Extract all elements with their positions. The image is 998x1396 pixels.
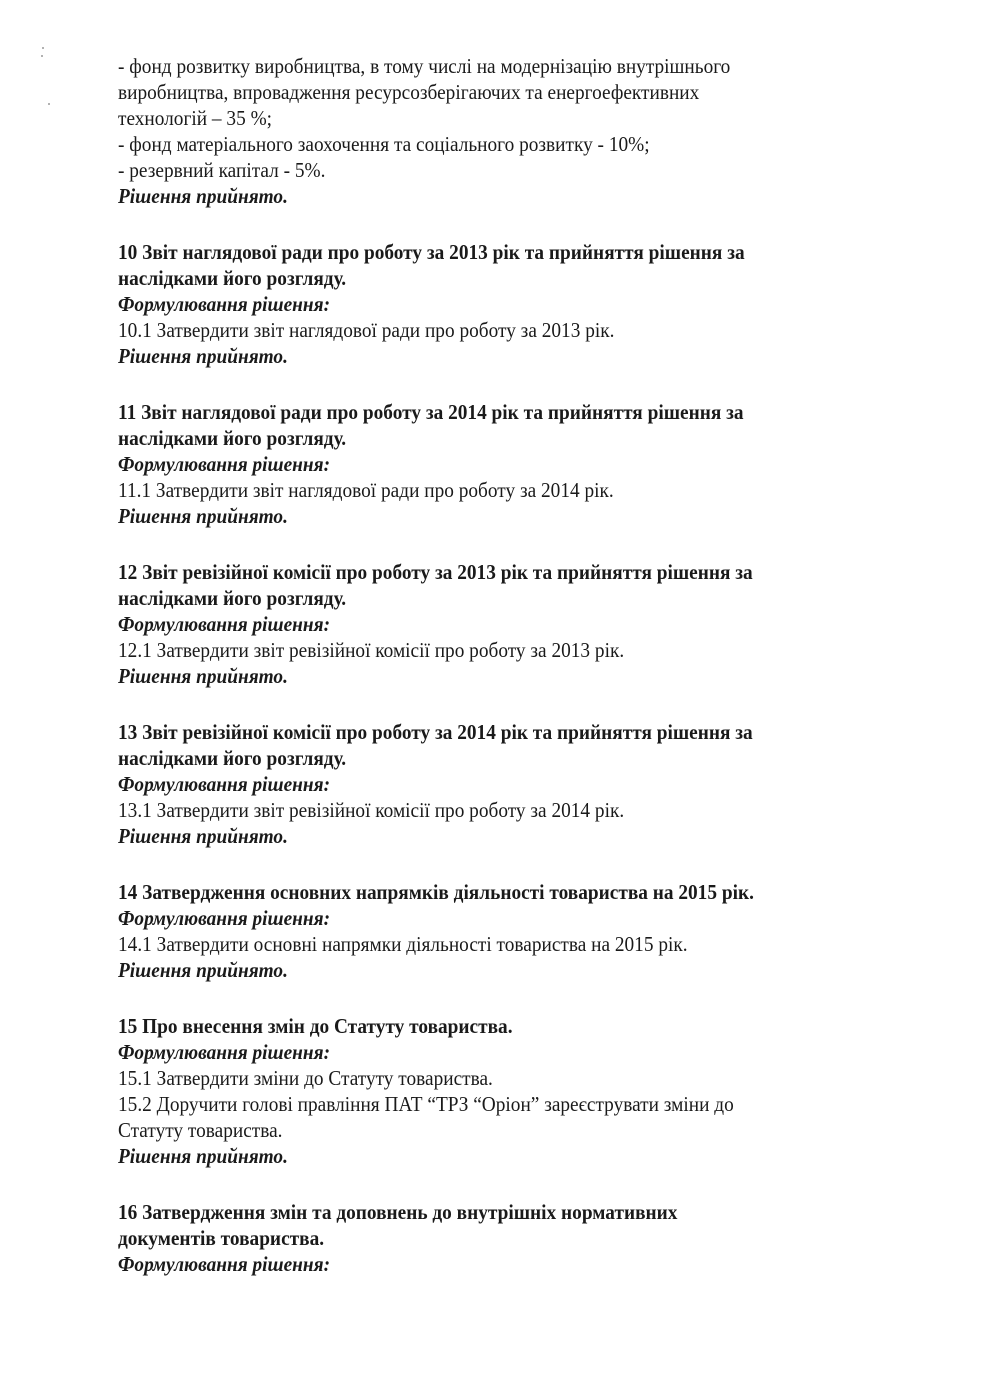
fund-allocation-list bbox=[118, 53, 918, 209]
section-title: документів товариства. bbox=[118, 1226, 325, 1250]
decision-text: 12.1 Затвердити звіт ревізійної комісії про роботу за 2013 рік. bbox=[118, 638, 625, 662]
decision-text: 14.1 Затвердити основні напрямки діяльності товариства на 2015 рік. bbox=[118, 932, 688, 956]
decision-result: Рішення прийнято. bbox=[118, 1144, 288, 1168]
agenda-section-15 bbox=[118, 1013, 918, 1169]
decision-result: Рішення прийнято. bbox=[118, 184, 288, 208]
list-item: виробництва, впровадження ресурсозберігаючих та енергоефективних bbox=[118, 80, 700, 104]
decision-label: Формулювання рішення: bbox=[118, 452, 331, 476]
section-title: 16 Затвердження змін та доповнень до внутрішніх нормативних bbox=[118, 1200, 678, 1224]
agenda-section-12 bbox=[118, 559, 918, 689]
decision-result: Рішення прийнято. bbox=[118, 958, 288, 982]
decision-result: Рішення прийнято. bbox=[118, 504, 288, 528]
list-item: - фонд матеріального заохочення та соціального розвитку - 10%; bbox=[118, 132, 650, 156]
scan-speck bbox=[41, 55, 43, 57]
decision-text: Статуту товариства. bbox=[118, 1118, 283, 1142]
decision-text: 13.1 Затвердити звіт ревізійної комісії про роботу за 2014 рік. bbox=[118, 798, 625, 822]
agenda-section-10 bbox=[118, 239, 918, 369]
decision-label: Формулювання рішення: bbox=[118, 906, 331, 930]
decision-label: Формулювання рішення: bbox=[118, 292, 331, 316]
agenda-section-11 bbox=[118, 399, 918, 529]
document-body bbox=[118, 53, 918, 1277]
decision-text: 15.1 Затвердити зміни до Статуту товариства. bbox=[118, 1066, 493, 1090]
decision-label: Формулювання рішення: bbox=[118, 1040, 331, 1064]
decision-text: 10.1 Затвердити звіт наглядової ради про роботу за 2013 рік. bbox=[118, 318, 615, 342]
section-title: 13 Звіт ревізійної комісії про роботу за 2014 рік та прийняття рішення за bbox=[118, 720, 753, 744]
section-title: наслідками його розгляду. bbox=[118, 426, 347, 450]
list-item: - фонд розвитку виробництва, в тому числі на модернізацію внутрішнього bbox=[118, 54, 731, 78]
section-title: наслідками його розгляду. bbox=[118, 266, 347, 290]
decision-text: 11.1 Затвердити звіт наглядової ради про роботу за 2014 рік. bbox=[118, 478, 614, 502]
scan-speck bbox=[42, 47, 44, 49]
section-title: наслідками його розгляду. bbox=[118, 586, 347, 610]
section-title: наслідками його розгляду. bbox=[118, 746, 347, 770]
agenda-section-16 bbox=[118, 1199, 918, 1277]
scan-speck bbox=[48, 103, 50, 105]
decision-result: Рішення прийнято. bbox=[118, 344, 288, 368]
decision-result: Рішення прийнято. bbox=[118, 664, 288, 688]
agenda-section-14 bbox=[118, 879, 918, 983]
decision-label: Формулювання рішення: bbox=[118, 772, 331, 796]
decision-text: 15.2 Доручити голові правління ПАТ “ТРЗ “Оріон” зареєструвати зміни до bbox=[118, 1092, 734, 1116]
section-title: 11 Звіт наглядової ради про роботу за 2014 рік та прийняття рішення за bbox=[118, 400, 744, 424]
section-title: 14 Затвердження основних напрямків діяльності товариства на 2015 рік. bbox=[118, 880, 754, 904]
decision-label: Формулювання рішення: bbox=[118, 612, 331, 636]
list-item: технологій – 35 %; bbox=[118, 106, 273, 130]
decision-label: Формулювання рішення: bbox=[118, 1252, 331, 1276]
agenda-section-13 bbox=[118, 719, 918, 849]
section-title: 10 Звіт наглядової ради про роботу за 2013 рік та прийняття рішення за bbox=[118, 240, 745, 264]
section-title: 12 Звіт ревізійної комісії про роботу за 2013 рік та прийняття рішення за bbox=[118, 560, 753, 584]
section-title: 15 Про внесення змін до Статуту товариства. bbox=[118, 1014, 513, 1038]
decision-result: Рішення прийнято. bbox=[118, 824, 288, 848]
list-item: - резервний капітал - 5%. bbox=[118, 158, 326, 182]
